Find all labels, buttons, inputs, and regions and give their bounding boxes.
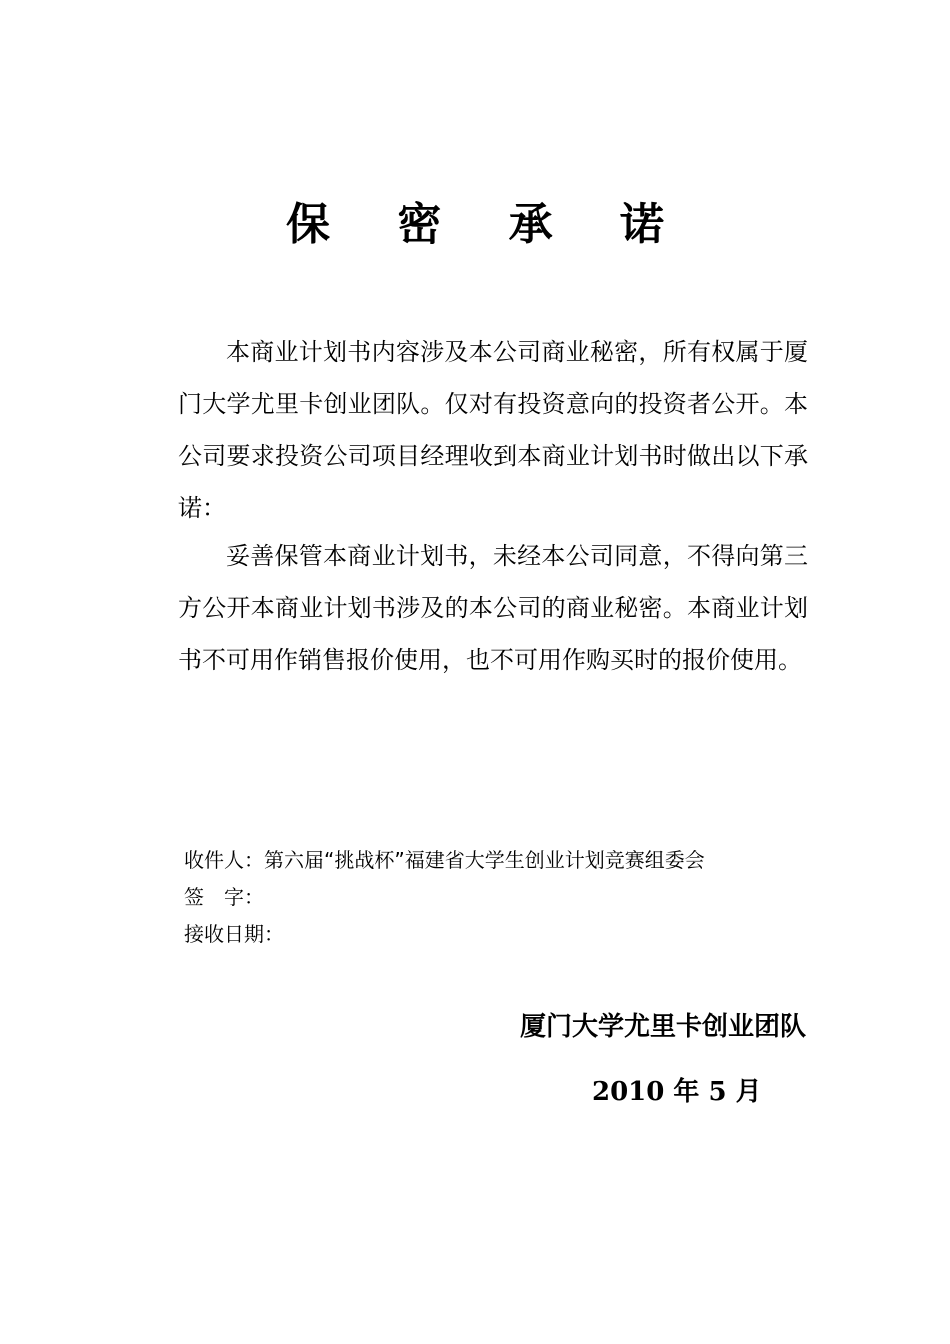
date-received-line: 接收日期： (184, 922, 284, 946)
page-title: 保 密 承 诺 (286, 199, 690, 250)
commitment-paragraph-2 (178, 530, 808, 686)
paragraph-text: 妥善保管本商业计划书，未经本公司同意，不得向第三方公开本商业计划书涉及的本公司的商业秘密。本商业计划书不可用作销售报价使用，也不可用作购买时的报价使用。 (178, 542, 808, 674)
team-signature: 厦门大学尤里卡创业团队 (519, 1012, 806, 1042)
signature-line: 签 字： (184, 885, 264, 909)
commitment-paragraph-1 (178, 326, 808, 534)
recipient-line: 收件人：第六届“挑战杯”福建省大学生创业计划竞赛组委会 (184, 848, 705, 872)
issue-date: 2010 年 5 月 (592, 1077, 762, 1107)
recipient-block (184, 842, 705, 953)
paragraph-text: 本商业计划书内容涉及本公司商业秘密，所有权属于厦门大学尤里卡创业团队。仅对有投资意向的投资者公开。本公司要求投资公司项目经理收到本商业计划书时做出以下承诺： (178, 338, 808, 522)
